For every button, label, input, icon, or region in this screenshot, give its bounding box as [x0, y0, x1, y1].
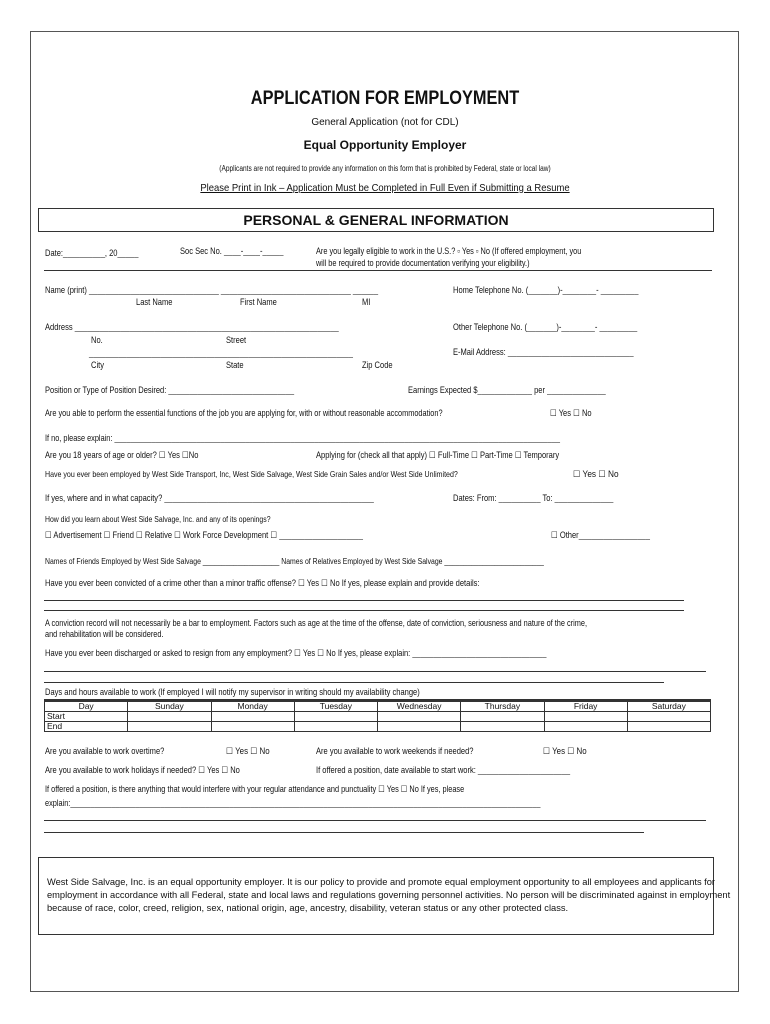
name-field[interactable]: Name (print) _______________________________ _______________________________ ______ — [45, 285, 379, 295]
section-title: PERSONAL & GENERAL INFORMATION — [243, 212, 509, 228]
table-cell[interactable] — [211, 722, 294, 732]
table-cell[interactable] — [627, 722, 710, 732]
saturday-header: Saturday — [627, 702, 710, 712]
table-cell[interactable] — [378, 722, 461, 732]
table-header-row — [45, 702, 711, 712]
end-label: End — [45, 722, 128, 732]
start-date-field[interactable]: If offered a position, date available to start work: ______________________ — [316, 765, 571, 775]
eeo-notice-text: West Side Salvage, Inc. is an equal opportunity employer. It is our policy to provide and promote equal employment opportunity to all employees and applicants for employment in accordance with all Federal, state and local laws and regulations governing personnel activities. No person will be discriminated against in employment because of race, color, creed, religion, sex, national origin, age, ancestry, disability, veteran status or any other protected class. — [47, 877, 731, 913]
form-subtitle: General Application (not for CDL) — [311, 117, 459, 128]
table-cell[interactable] — [211, 712, 294, 722]
table-row — [45, 712, 711, 722]
table-cell[interactable] — [544, 712, 627, 722]
days-hours-label: Days and hours available to work (If employed I will notify my supervisor in writing should my availability change) — [45, 687, 420, 697]
address-zip-label: Zip Code — [362, 360, 393, 370]
employed-before-question: Have you ever been employed by West Side Transport, Inc, West Side Salvage, West Side Grain Sales and/or West Side Unlimited? — [45, 470, 458, 479]
table-cell[interactable] — [378, 712, 461, 722]
sunday-header: Sunday — [128, 702, 211, 712]
learn-about-question: How did you learn about West Side Salvage, Inc. and any of its openings? — [45, 515, 271, 524]
eeo-notice-box — [38, 857, 731, 935]
convicted-question[interactable]: Have you ever been convicted of a crime other than a minor traffic offense? ☐ Yes ☐ No If yes, please explain and provide details: — [45, 578, 480, 588]
thursday-header: Thursday — [461, 702, 544, 712]
monday-header: Monday — [211, 702, 294, 712]
discharged-line-1[interactable] — [44, 671, 706, 672]
other-phone-field[interactable]: Other Telephone No. (_______)-________- _________ — [453, 322, 638, 332]
address-field[interactable]: Address _______________________________________________________________ — [45, 322, 339, 332]
form-title: APPLICATION FOR EMPLOYMENT — [250, 88, 520, 109]
interfere-line-2[interactable] — [44, 832, 644, 833]
applying-for-checkboxes[interactable]: Applying for (check all that apply) ☐ Full-Time ☐ Part-Time ☐ Temporary — [316, 450, 560, 460]
table-cell[interactable] — [128, 712, 211, 722]
position-field[interactable]: Position or Type of Position Desired: ______________________________ — [45, 385, 295, 395]
address-city-label: City — [91, 360, 104, 370]
table-cell[interactable] — [294, 712, 377, 722]
discharged-line-2[interactable] — [44, 682, 664, 683]
conviction-note: A conviction record will not necessarily be a bar to employment. Factors such as age at the time of the offense, date of conviction, seriousness and nature of the crime, — [45, 618, 588, 628]
age-question[interactable]: Are you 18 years of age or older? ☐ Yes ☐No — [45, 450, 199, 460]
address-street-label: Street — [226, 335, 247, 345]
address-line2-field[interactable]: _______________________________________________________________ — [89, 348, 353, 358]
learn-options-checkboxes[interactable]: ☐ Advertisement ☐ Friend ☐ Relative ☐ Work Force Development ☐ ____________________ — [45, 530, 363, 540]
date-field[interactable]: Date:__________, 20_____ — [45, 248, 139, 258]
eligibility-question[interactable]: Are you legally eligible to work in the U.S.? ▫ Yes ▫ No (If offered employment, you — [316, 246, 582, 256]
dates-field[interactable]: Dates: From: __________ To: ______________ — [453, 493, 614, 503]
table-row — [45, 722, 711, 732]
essential-functions-checkbox[interactable]: ☐ Yes ☐ No — [550, 408, 592, 418]
form-page — [30, 31, 739, 992]
interfere-question[interactable]: If offered a position, is there anything that would interfere with your regular attendance and punctuality ☐ Yes ☐ No If yes, please — [45, 784, 465, 794]
start-label: Start — [45, 712, 128, 722]
address-state-label: State — [226, 360, 244, 370]
table-cell[interactable] — [461, 712, 544, 722]
explain-field[interactable]: If no, please explain: _____________________________________________________________________________________________________________ — [45, 433, 561, 443]
divider — [44, 270, 712, 271]
availability-table — [44, 701, 711, 732]
friends-relatives-field[interactable]: Names of Friends Employed by West Side Salvage ____________________ Names of Relatives Employed by West Side Salvage __________________________ — [45, 557, 544, 566]
day-header: Day — [45, 702, 128, 712]
conviction-note-2: and rehabilitation will be considered. — [45, 629, 164, 639]
conviction-details-line-1[interactable] — [44, 600, 684, 601]
earnings-field[interactable]: Earnings Expected $_____________ per ______________ — [408, 385, 606, 395]
employed-before-checkbox[interactable]: ☐ Yes ☐ No — [573, 469, 619, 479]
holidays-question[interactable]: Are you available to work holidays if needed? ☐ Yes ☐ No — [45, 765, 240, 775]
instruction-text: Please Print in Ink – Application Must be Completed in Full Even if Submitting a Resume — [200, 182, 570, 194]
learn-other-field[interactable]: ☐ Other_________________ — [551, 530, 650, 540]
wednesday-header: Wednesday — [378, 702, 461, 712]
table-cell[interactable] — [128, 722, 211, 732]
name-first-label: First Name — [240, 297, 277, 307]
email-field[interactable]: E-Mail Address: ______________________________ — [453, 347, 634, 357]
name-mi-label: MI — [362, 297, 371, 307]
table-cell[interactable] — [627, 712, 710, 722]
discharged-question[interactable]: Have you ever been discharged or asked to resign from any employment? ☐ Yes ☐ No If yes, please explain: ________________________________ — [45, 648, 547, 658]
where-capacity-field[interactable]: If yes, where and in what capacity? __________________________________________________ — [45, 493, 374, 503]
home-phone-field[interactable]: Home Telephone No. (_______)-________- _________ — [453, 285, 639, 295]
eoe-heading: Equal Opportunity Employer — [303, 138, 467, 152]
overtime-question: Are you available to work overtime? — [45, 746, 165, 756]
weekends-question: Are you available to work weekends if needed? — [316, 746, 474, 756]
eligibility-note: will be required to provide documentation verifying your eligibility.) — [316, 258, 530, 268]
overtime-checkbox[interactable]: ☐ Yes ☐ No — [226, 746, 270, 756]
address-no-label: No. — [91, 335, 103, 345]
name-last-label: Last Name — [136, 297, 173, 307]
ssn-field[interactable]: Soc Sec No. ____-____-_____ — [180, 246, 284, 256]
interfere-line-1[interactable] — [44, 820, 706, 821]
table-cell[interactable] — [294, 722, 377, 732]
table-cell[interactable] — [461, 722, 544, 732]
essential-functions-question: Are you able to perform the essential functions of the job you are applying for, with or without reasonable accommodation? — [45, 408, 443, 418]
friday-header: Friday — [544, 702, 627, 712]
interfere-explain-field[interactable]: explain:___________________________________________________________________________________________________________________ — [45, 798, 541, 808]
tuesday-header: Tuesday — [294, 702, 377, 712]
weekends-checkbox[interactable]: ☐ Yes ☐ No — [543, 746, 587, 756]
disclaimer-text: (Applicants are not required to provide any information on this form that is prohibited by Federal, state or local law) — [219, 164, 551, 173]
section-title-box — [38, 208, 714, 232]
table-cell[interactable] — [544, 722, 627, 732]
conviction-details-line-2[interactable] — [44, 610, 684, 611]
